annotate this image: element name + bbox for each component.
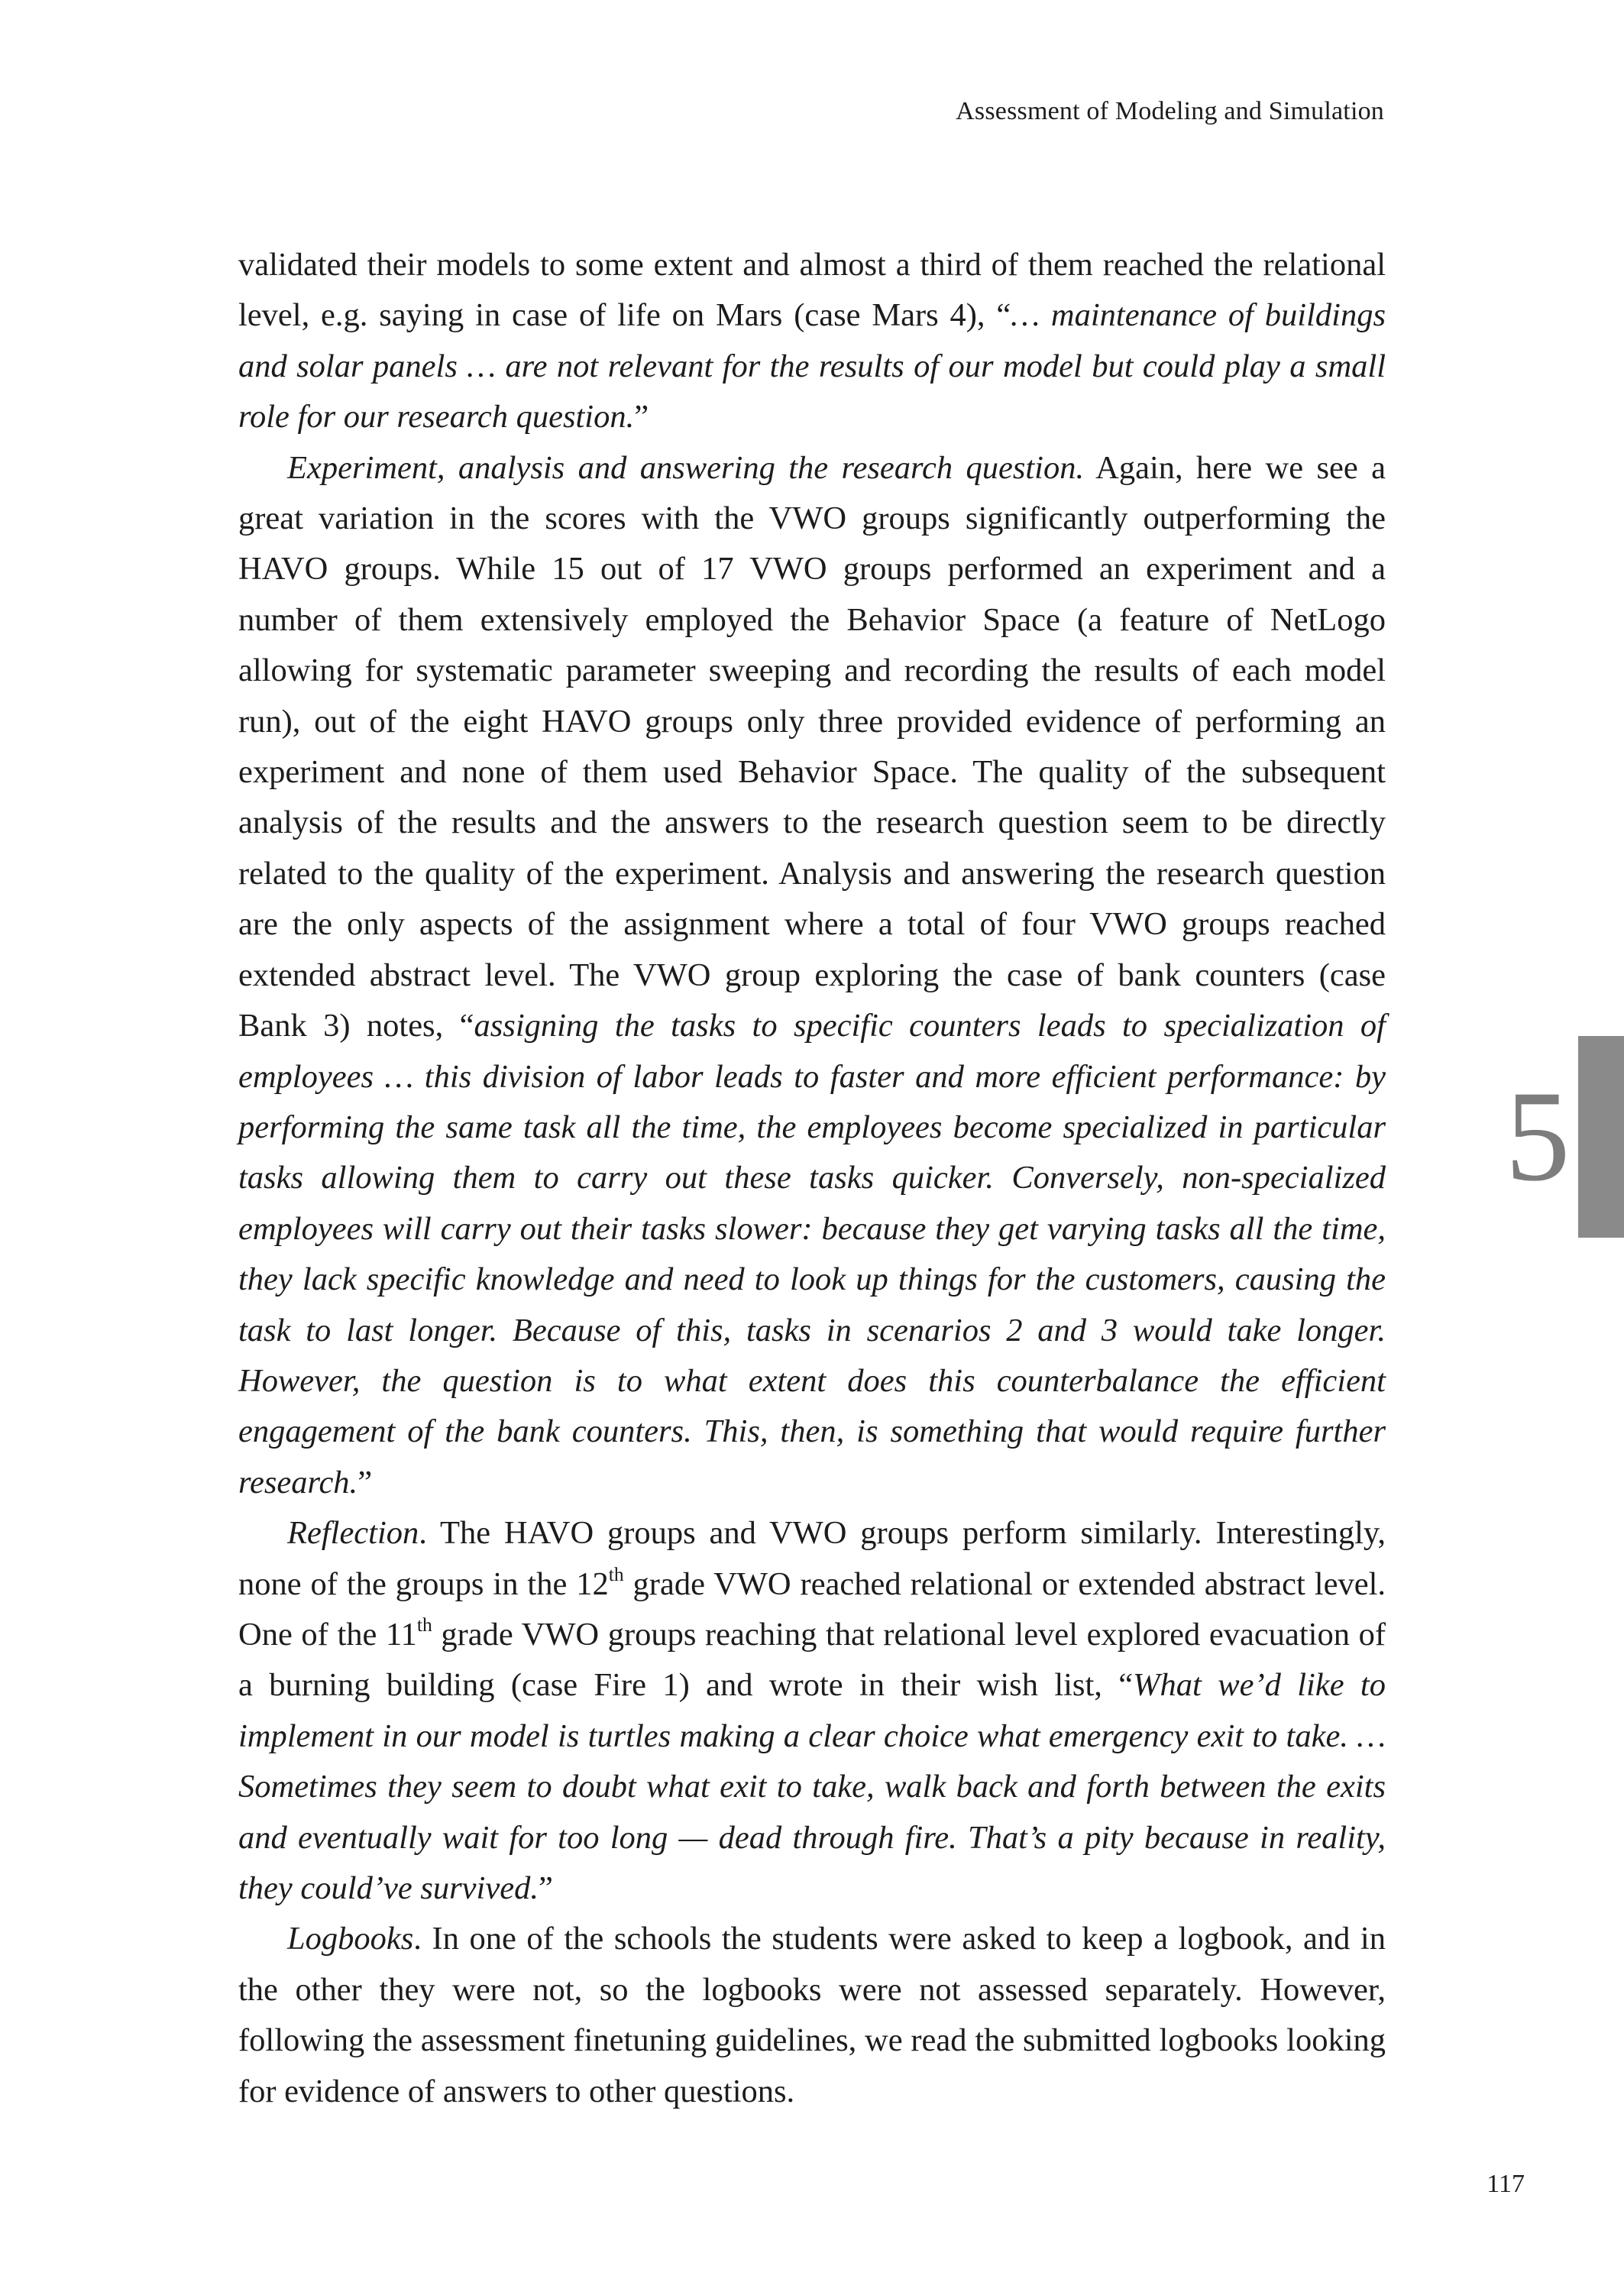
text-span: grade VWO groups reaching that relational level explored evacuation of a burning building (case Fire 1) and wrote in their wish list, “ [238, 1616, 1386, 1704]
paragraph-reflection [238, 1508, 1386, 1914]
section-heading-reflection: Reflection [287, 1515, 419, 1552]
superscript-th: th [608, 1562, 624, 1585]
text-span: . In one of the schools the students were asked to keep a logbook, and in the other they were not, so the logbooks were not assessed separately. However, following the assessment finetuning guidelines, we read the submitted logbooks looking for evidence of answers to other questions. [238, 1921, 1386, 2109]
text-span: ” [538, 1870, 553, 1906]
body-text [238, 240, 1386, 2117]
quote-bank: assigning the tasks to specific counters leads to specialization of employees … this division of labor leads to faster and more efficient performance: by performing the same task all the time, the employees become specialized in particular tasks allowing them to carry out these tasks quicker. Conversely, non-specialized employees will carry out their tasks slower: because they get varying tasks all the time, they lack specific knowledge and need to look up things for the customers, causing the task to last longer. Because of this, tasks in scenarios 2 and 3 would take longer. However, the question is to what extent does this counterbalance the efficient engagement of the bank counters. This, then, is something that would require further research. [238, 1008, 1386, 1500]
text-span: ” [634, 399, 649, 435]
text-span: grade VWO reached relational or extended abstract level. One of the 11 [238, 1565, 1386, 1653]
text-span: validated their models to some extent and almost a third of them reached the relational level, e.g. saying in case of life on Mars (case Mars 4), “ [238, 247, 1386, 334]
text-span: . The HAVO groups and VWO groups perform similarly. Interestingly, none of the groups in the 12 [238, 1515, 1386, 1602]
paragraph-mars [238, 240, 1386, 443]
chapter-number: 5 [1505, 1064, 1571, 1208]
quote-fire: What we’d like to implement in our model is turtles making a clear choice what emergency exit to take. … Sometimes they seem to doubt what exit to take, walk back and forth between the exits and eventually wait for too long — dead through fire. That’s a pity because in reality, they could’ve survived. [238, 1667, 1386, 1906]
text-span: Again, here we see a great variation in the scores with the VWO groups significantly outperforming the HAVO groups. While 15 out of 17 VWO groups performed an experiment and a number of them extensively employed the Behavior Space (a feature of NetLogo allowing for systematic parameter sweeping and recording the results of each model run), out of the eight HAVO groups only three provided evidence of performing an experiment and none of them used Behavior Space. The quality of the subsequent analysis of the results and the answers to the research question seem to be directly related to the quality of the experiment. Analysis and answering the research question are the only aspects of the assignment where a total of four VWO groups reached extended abstract level. The VWO group exploring the case of bank counters (case Bank 3) notes, “ [238, 449, 1386, 1044]
paragraph-experiment [238, 443, 1386, 1509]
section-heading-experiment: Experiment, analysis and answering the research question. [287, 449, 1085, 486]
superscript-th: th [416, 1614, 432, 1636]
text-span: ” [357, 1464, 373, 1500]
paragraph-logbooks [238, 1914, 1386, 2117]
chapter-tab [1578, 1036, 1624, 1238]
running-head: Assessment of Modeling and Simulation [956, 97, 1384, 125]
section-heading-logbooks: Logbooks [287, 1921, 414, 1957]
quote-mars: … maintenance of buildings and solar panels … are not relevant for the results of our model but could play a small role for our research question. [238, 297, 1386, 435]
page-number: 117 [1487, 2170, 1525, 2198]
